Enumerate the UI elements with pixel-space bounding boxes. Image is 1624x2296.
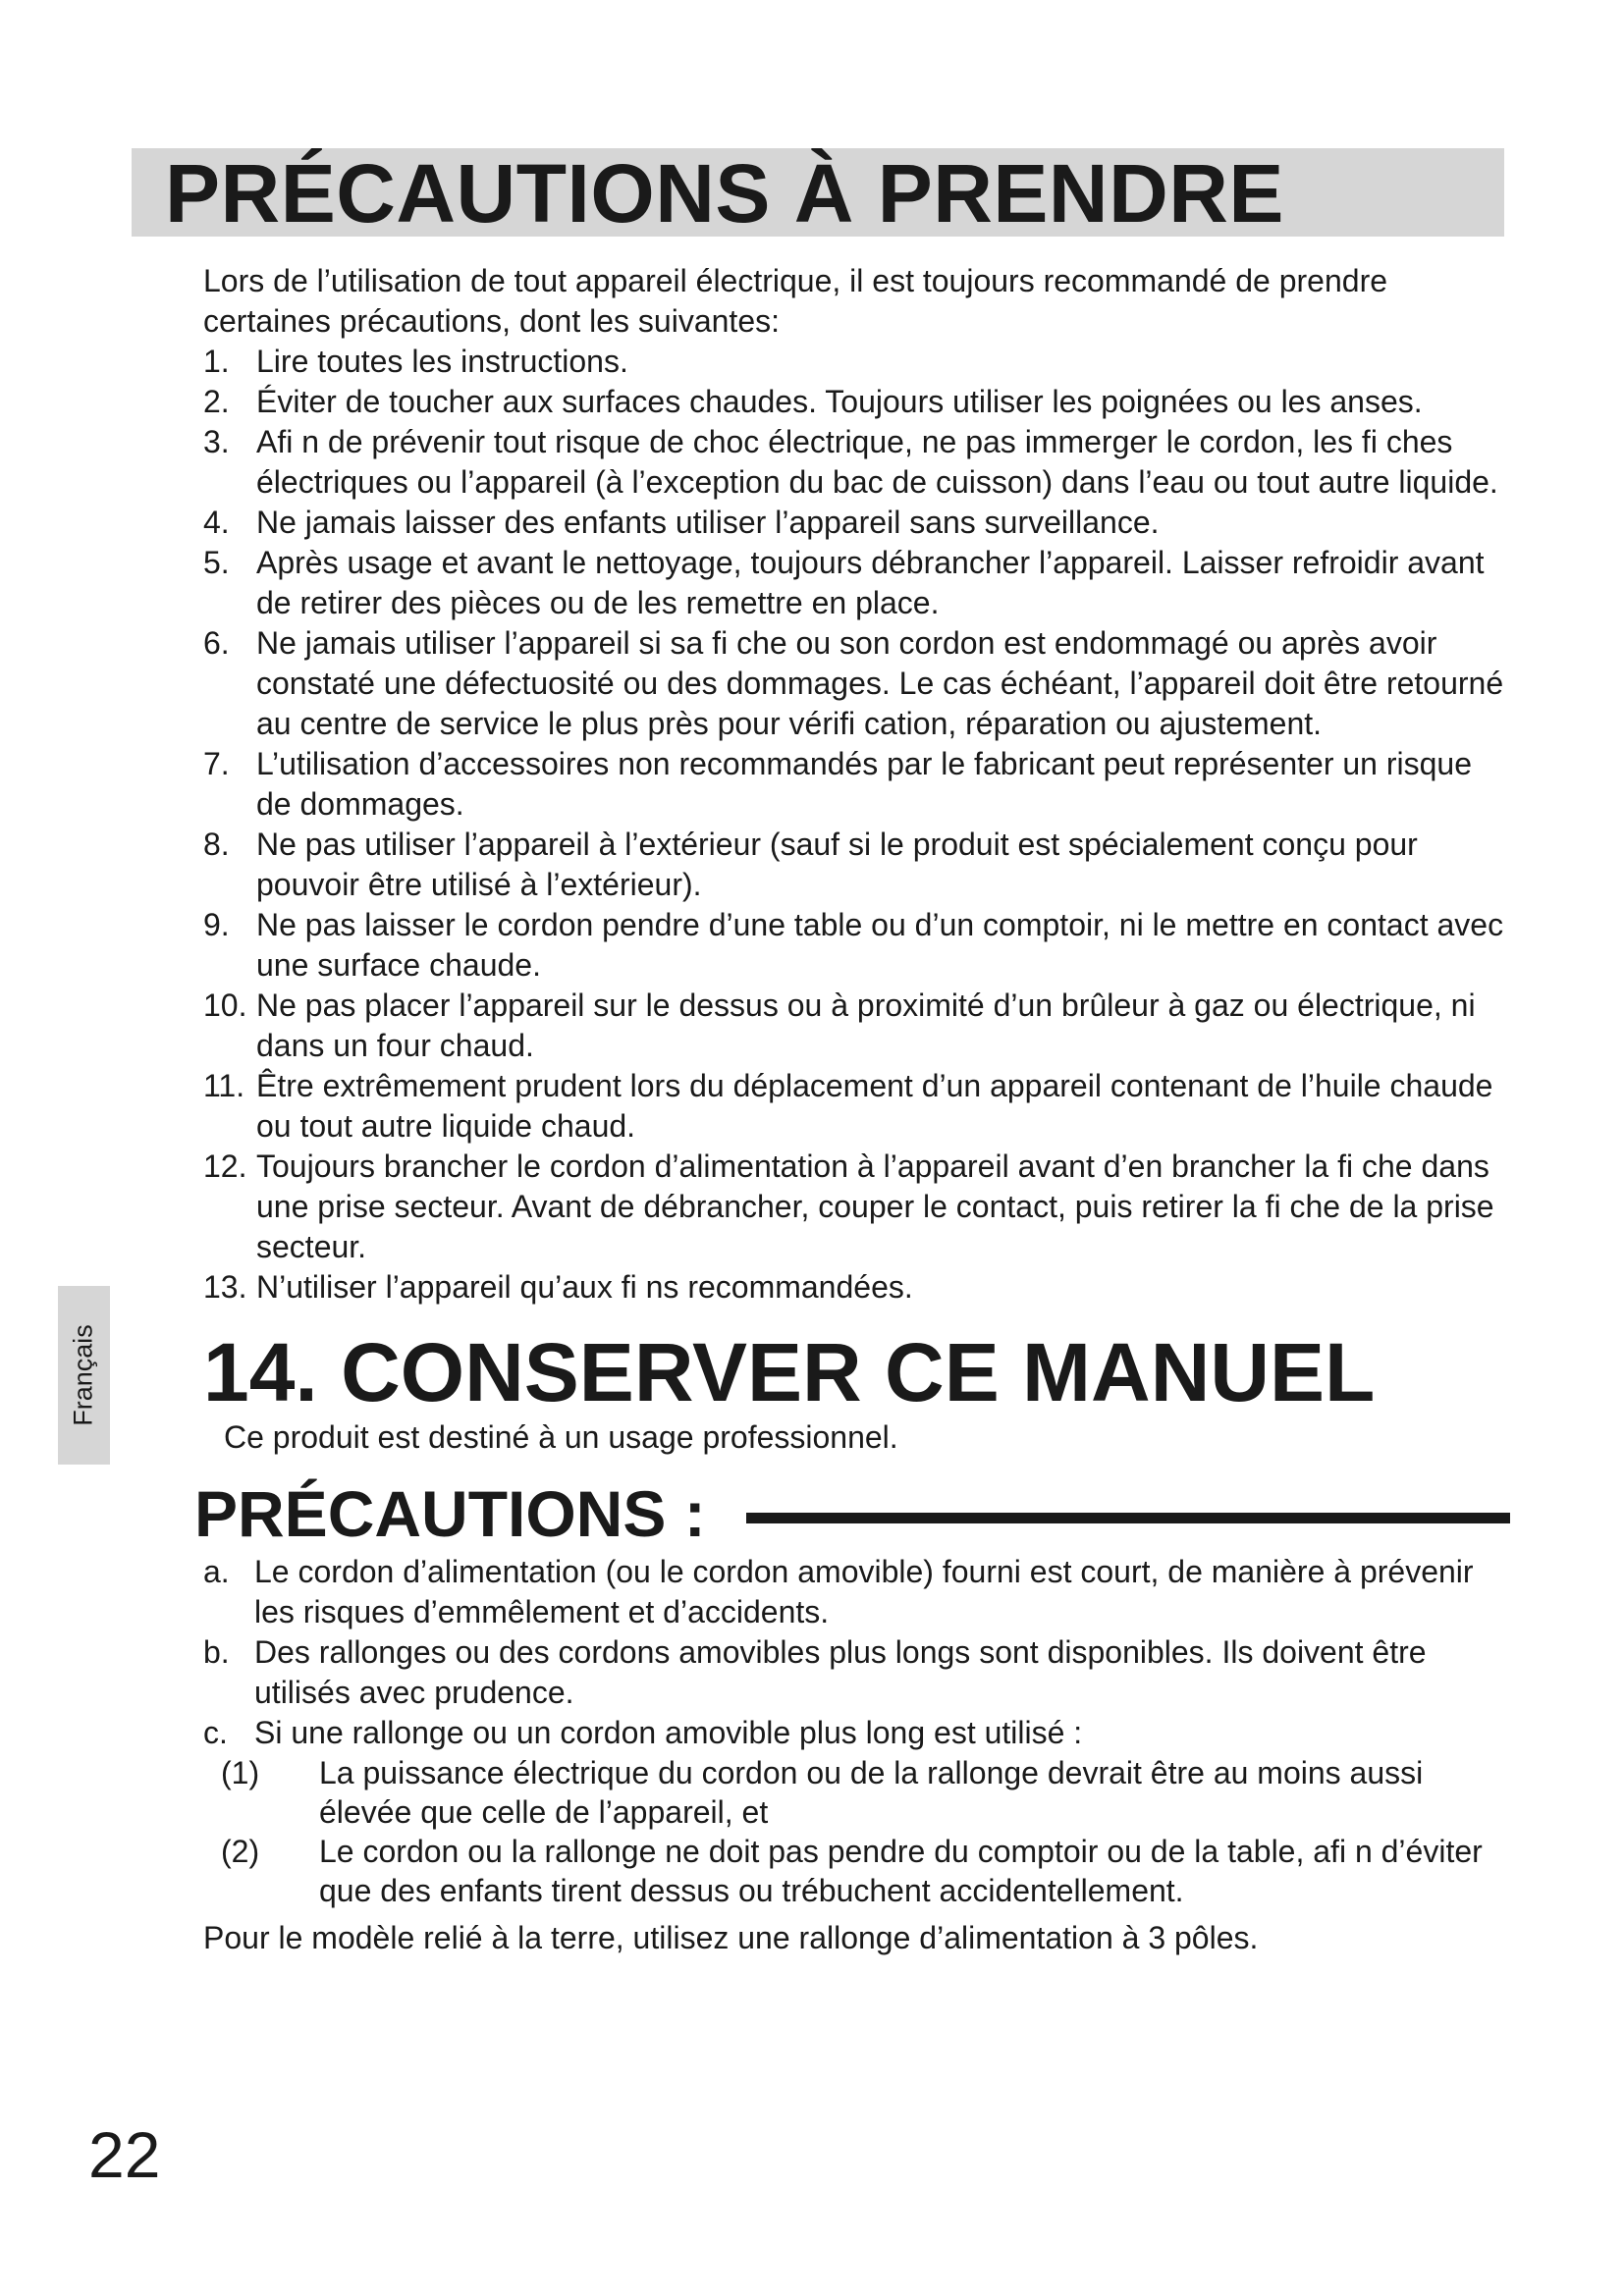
- precaution-subitem-text: Le cordon ou la rallonge ne doit pas pendre du comptoir ou de la table, afi n d’éviter que des enfants tirent dessus ou trébuchent accidentellement.: [319, 1834, 1483, 1908]
- page-number: 22: [88, 2118, 161, 2191]
- safety-item-number: 9.: [203, 907, 230, 942]
- safety-item-text: Ne jamais laisser des enfants utiliser l’appareil sans surveillance.: [256, 505, 1160, 540]
- safety-item-text: Toujours brancher le cordon d’alimentation à l’appareil avant d’en brancher la fi che dans une prise secteur. Avant de débrancher, couper le contact, puis retirer la fi che de la prise secteur.: [256, 1148, 1494, 1264]
- safety-item-text: N’utiliser l’appareil qu’aux fi ns recommandées.: [256, 1269, 913, 1305]
- safety-item-number: 12.: [203, 1148, 247, 1184]
- safety-item: [203, 503, 1509, 543]
- safety-item-text: Afi n de prévenir tout risque de choc électrique, ne pas immerger le cordon, les fi ches électriques ou l’appareil (à l’exception du bac de cuisson) dans l’eau ou tout autre liquide.: [256, 424, 1498, 500]
- safety-item: [203, 543, 1509, 623]
- safety-item-text: Ne pas laisser le cordon pendre d’une table ou d’un comptoir, ni le mettre en contact avec une surface chaude.: [256, 907, 1504, 983]
- safety-item: [203, 382, 1509, 422]
- professional-note: Ce produit est destiné à un usage professionnel.: [224, 1419, 898, 1455]
- precautions-sublist: [203, 1753, 1509, 1910]
- safety-item-number: 4.: [203, 505, 230, 540]
- precautions-heading: PRÉCAUTIONS :: [194, 1477, 706, 1550]
- safety-item: [203, 623, 1509, 744]
- safety-item-text: Ne pas placer l’appareil sur le dessus ou à proximité d’un brûleur à gaz ou électrique, ni dans un four chaud.: [256, 988, 1476, 1063]
- safety-item-text: Éviter de toucher aux surfaces chaudes. Toujours utiliser les poignées ou les anses.: [256, 384, 1423, 419]
- safety-item-number: 8.: [203, 827, 230, 862]
- precautions-list: [203, 1552, 1509, 1753]
- safety-item: [203, 1267, 1509, 1308]
- precaution-subitem-text: La puissance électrique du cordon ou de la rallonge devrait être au moins aussi élevée que celle de l’appareil, et: [319, 1755, 1424, 1830]
- precaution-subitem-number: (2): [221, 1834, 260, 1869]
- safety-item: [203, 825, 1509, 905]
- safety-item-number: 11.: [203, 1068, 245, 1103]
- safety-item-number: 2.: [203, 384, 230, 419]
- safety-item-text: Ne pas utiliser l’appareil à l’extérieur (sauf si le produit est spécialement conçu pour pouvoir être utilisé à l’extérieur).: [256, 827, 1418, 902]
- precaution-item-text: Si une rallonge ou un cordon amovible plus long est utilisé :: [254, 1715, 1083, 1750]
- safety-item: [203, 1147, 1509, 1267]
- precaution-item: [203, 1632, 1509, 1713]
- safety-section: [203, 261, 1509, 1308]
- safety-item: [203, 422, 1509, 503]
- safety-item-number: 1.: [203, 344, 230, 379]
- precaution-subitem: [203, 1753, 1509, 1832]
- precaution-item-number: c.: [203, 1715, 228, 1750]
- safety-item: [203, 744, 1509, 825]
- grounding-note: Pour le modèle relié à la terre, utilisez une rallonge d’alimentation à 3 pôles.: [203, 1920, 1259, 1955]
- precaution-item-text: Des rallonges ou des cordons amovibles plus longs sont disponibles. Ils doivent être utilisés avec prudence.: [254, 1634, 1427, 1710]
- precaution-item: [203, 1552, 1509, 1632]
- safety-item-number: 7.: [203, 746, 230, 781]
- page-title: PRÉCAUTIONS À PRENDRE: [165, 147, 1284, 240]
- precaution-item-number: a.: [203, 1554, 230, 1589]
- safety-item-number: 3.: [203, 424, 230, 459]
- precaution-item: [203, 1713, 1509, 1753]
- safety-item: [203, 342, 1509, 382]
- heading-rule: [746, 1513, 1510, 1523]
- language-tab-label: Français: [68, 1324, 98, 1426]
- precaution-item-number: b.: [203, 1634, 230, 1670]
- safety-item-text: Lire toutes les instructions.: [256, 344, 628, 379]
- safety-item-number: 13.: [203, 1269, 247, 1305]
- safety-item-text: L’utilisation d’accessoires non recommandés par le fabricant peut représenter un risque de dommages.: [256, 746, 1473, 822]
- keep-manual-heading: 14. CONSERVER CE MANUEL: [203, 1326, 1376, 1418]
- safety-list: [203, 342, 1509, 1308]
- safety-item-text: Après usage et avant le nettoyage, toujours débrancher l’appareil. Laisser refroidir avant de retirer des pièces ou de les remettre en place.: [256, 545, 1485, 620]
- safety-item-text: Être extrêmement prudent lors du déplacement d’un appareil contenant de l’huile chaude ou tout autre liquide chaud.: [256, 1068, 1493, 1144]
- safety-item: [203, 905, 1509, 986]
- precaution-subitem-number: (1): [221, 1755, 260, 1790]
- precaution-subitem: [203, 1832, 1509, 1910]
- safety-item: [203, 986, 1509, 1066]
- intro-paragraph: Lors de l’utilisation de tout appareil électrique, il est toujours recommandé de prendre certaines précautions, dont les suivantes:: [203, 263, 1388, 339]
- safety-item: [203, 1066, 1509, 1147]
- precaution-item-text: Le cordon d’alimentation (ou le cordon amovible) fourni est court, de manière à prévenir les risques d’emmêlement et d’accidents.: [254, 1554, 1474, 1629]
- precautions-section: [203, 1552, 1509, 1910]
- safety-item-number: 10.: [203, 988, 247, 1023]
- safety-item-number: 6.: [203, 625, 230, 661]
- safety-item-number: 5.: [203, 545, 230, 580]
- safety-item-text: Ne jamais utiliser l’appareil si sa fi che ou son cordon est endommagé ou après avoir constaté une défectuosité ou des dommages. Le cas échéant, l’appareil doit être retourné au centre de service le plus près pour vérifi cation, réparation ou ajustement.: [256, 625, 1504, 741]
